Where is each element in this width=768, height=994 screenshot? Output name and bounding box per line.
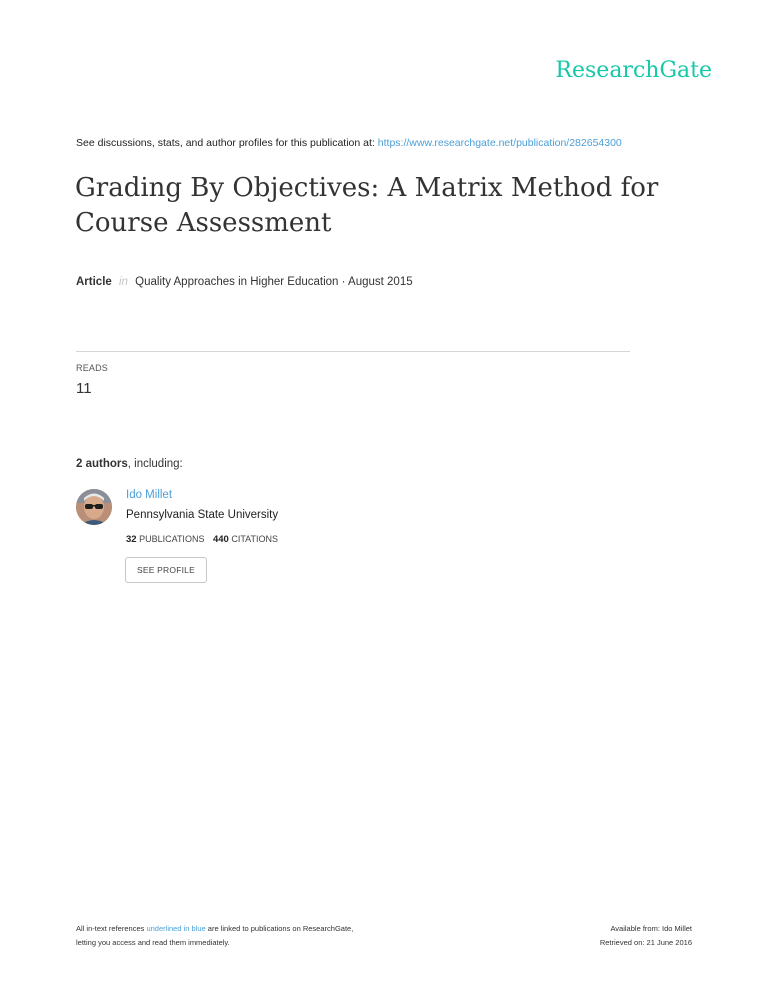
discussion-prefix: See discussions, stats, and author profiles for this publication at:	[76, 137, 375, 149]
reads-label: READS	[76, 363, 109, 373]
authors-suffix: , including:	[127, 458, 183, 470]
article-in: in	[119, 276, 128, 288]
footer-note	[76, 922, 353, 950]
author-stats	[126, 534, 278, 545]
citations-count: 440	[212, 534, 229, 545]
footer-text-c: are linked to publications on ResearchGate,	[207, 924, 354, 933]
available-from: Available from: Ido Millet	[610, 924, 692, 933]
see-profile-button[interactable]: SEE PROFILE	[125, 557, 207, 583]
authors-count: 2 authors	[76, 458, 128, 470]
divider	[76, 351, 630, 352]
publications-count: 32	[126, 534, 137, 545]
retrieved-on: Retrieved on: 21 June 2016	[599, 938, 692, 947]
footer-availability	[600, 922, 692, 950]
author-avatar[interactable]	[76, 489, 112, 525]
footer-note-line-2: letting you access and read them immediately.	[76, 938, 230, 947]
discussion-line	[76, 137, 622, 149]
avatar-photo	[76, 489, 112, 525]
footer-underlined-blue: underlined in blue	[146, 924, 206, 933]
footer-text-a: All in-text references	[76, 924, 145, 933]
footer-note-line-1	[76, 922, 353, 936]
author-institution: Pennsylvania State University	[126, 509, 279, 521]
article-type: Article	[76, 276, 112, 288]
reads-value: 11	[76, 380, 92, 397]
authors-heading	[76, 458, 183, 470]
article-meta	[76, 276, 413, 288]
citations-label: CITATIONS	[231, 534, 279, 544]
publication-link[interactable]: https://www.researchgate.net/publication/282654300	[377, 137, 622, 149]
publications-label: PUBLICATIONS	[139, 534, 205, 544]
researchgate-logo[interactable]: ResearchGate	[555, 58, 712, 83]
publication-title: Grading By Objectives: A Matrix Method for Course Assessment	[75, 173, 659, 238]
author-name-link[interactable]: Ido Millet	[126, 489, 173, 501]
article-venue: Quality Approaches in Higher Education · August 2015	[135, 276, 413, 288]
